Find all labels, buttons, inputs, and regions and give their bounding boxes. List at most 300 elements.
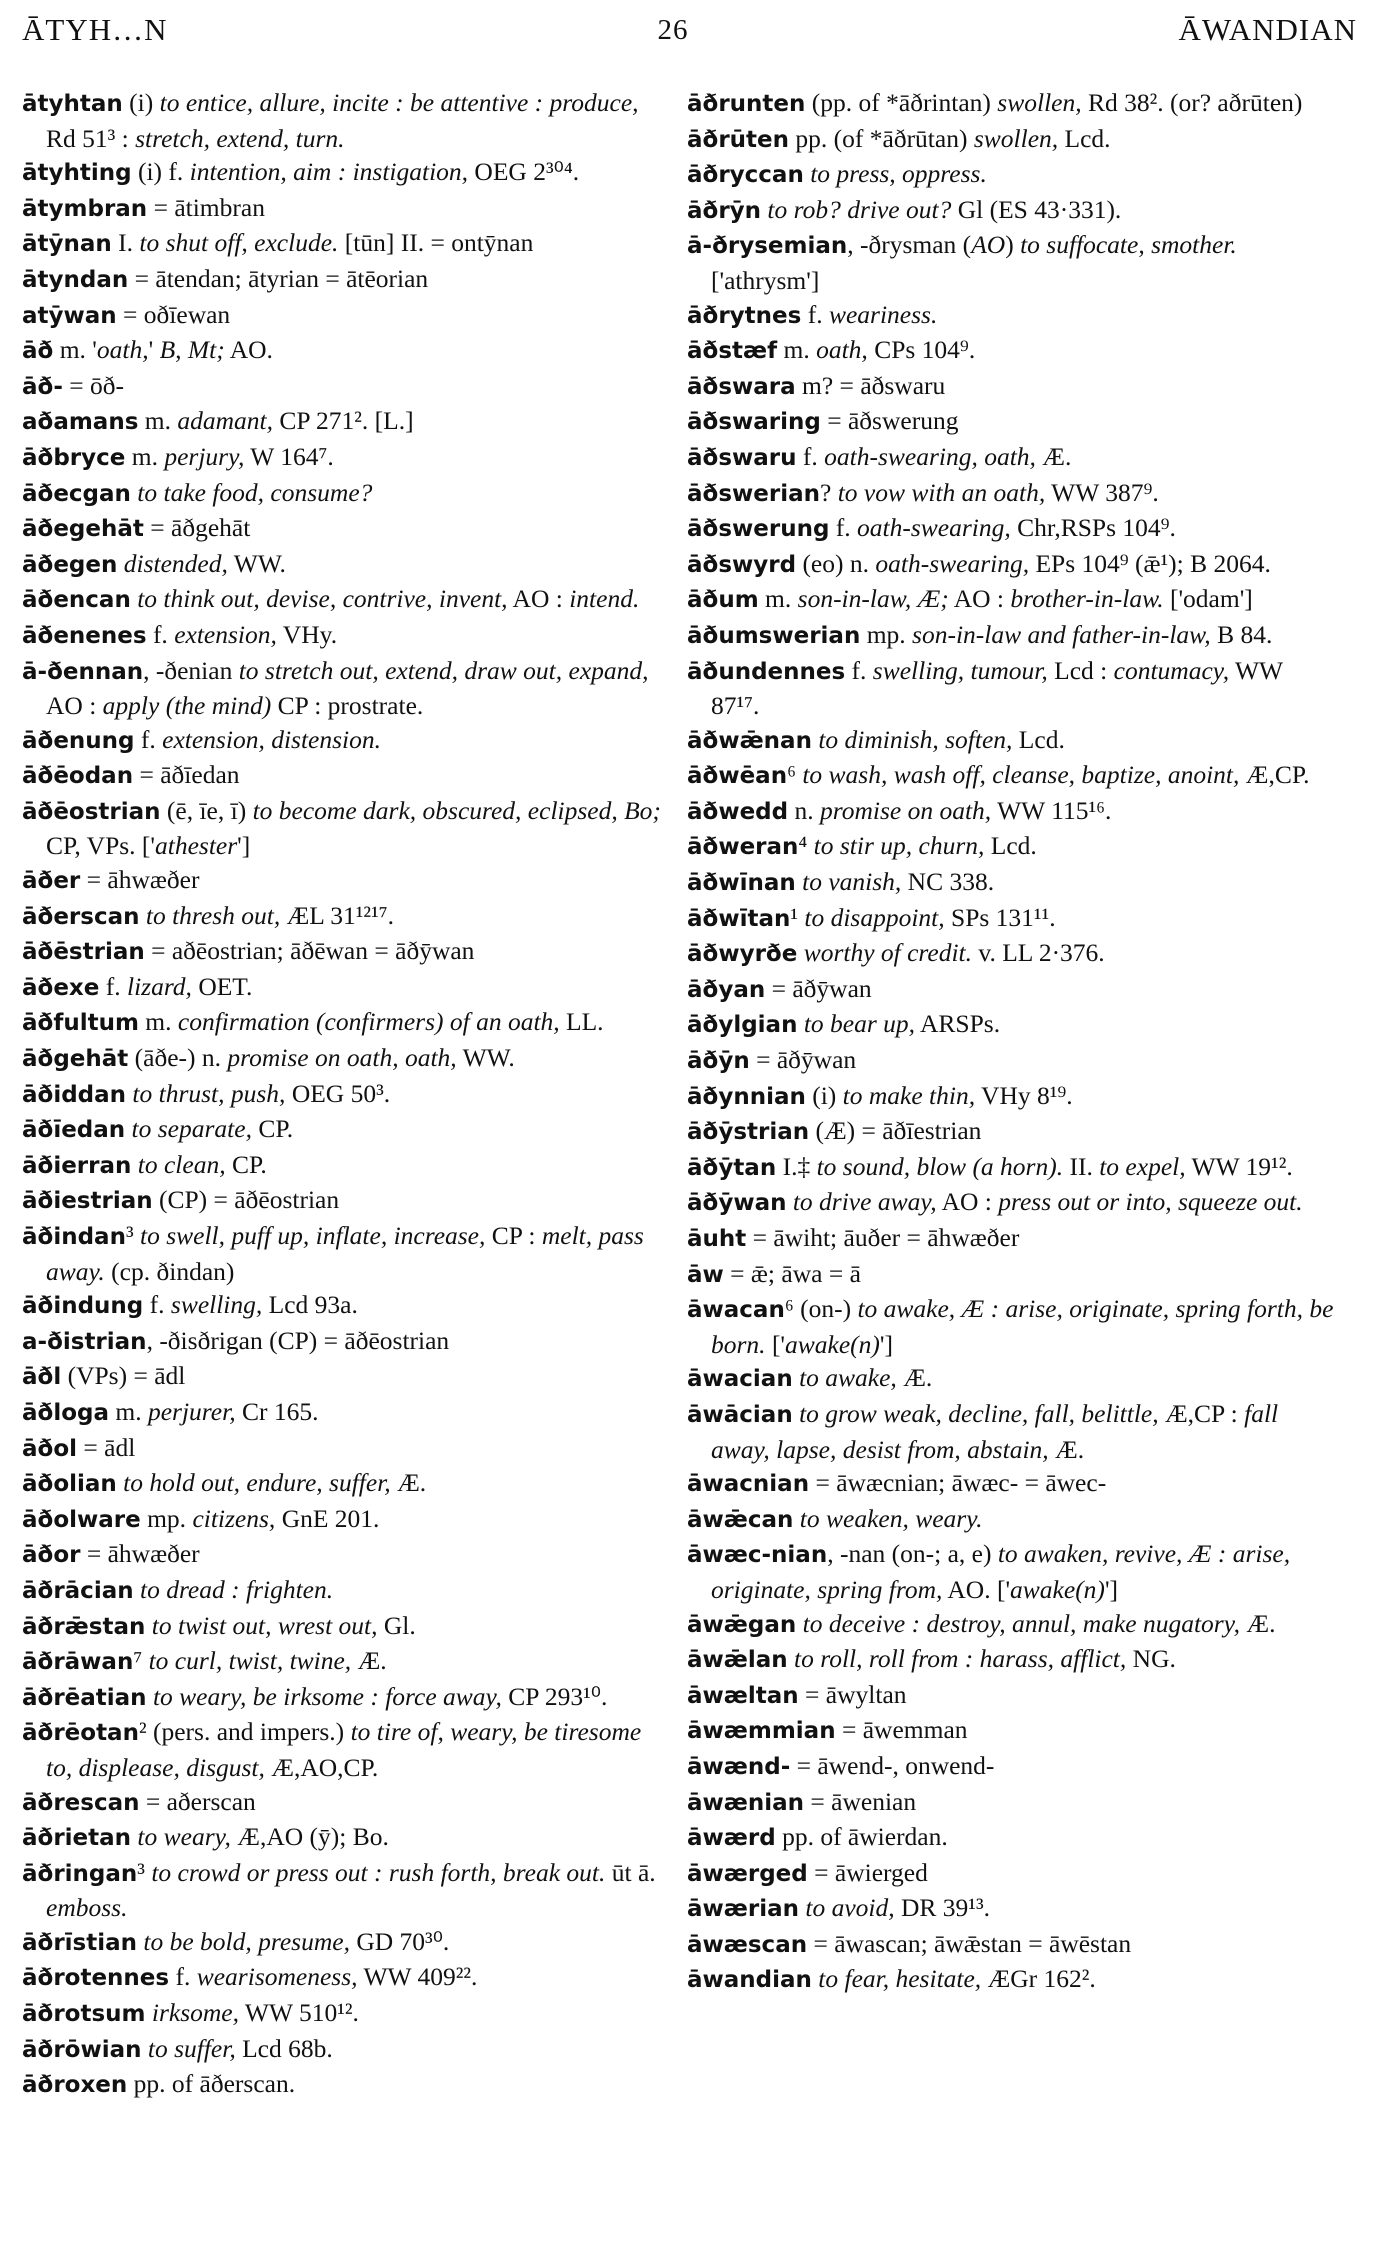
headword: āðegehāt [22,516,144,543]
headword: āwǣlan [687,1647,788,1674]
dictionary-entry [687,582,1337,618]
entry-grammar: mp. [860,619,913,649]
entry-source: SPs 131¹¹. [944,902,1056,932]
entry-definition: to dread : frighten. [139,1574,334,1604]
dictionary-entry [687,1150,1337,1186]
entry-source: Lcd. [1058,123,1111,153]
entry-definition: adamant, [177,406,273,436]
entry-source: NC 338. [901,867,995,897]
entry-source: Æ. [390,1468,427,1498]
entry-source-extra: CP : prostrate. [271,691,424,721]
headword: āðrīstian [22,1929,138,1956]
dictionary-entry [687,1361,1337,1397]
entry-definition: oath-swearing, oath, [824,441,1036,471]
headword: āðrotennes [22,1965,170,1992]
entry-grammar: (Æ) = āðīestrian [809,1116,982,1146]
entry-grammar: m? = āðswaru [795,370,946,400]
headword: āðrēatian [22,1684,147,1711]
headword: āðswaru [687,444,797,471]
right-column [687,86,1337,1998]
dictionary-entry [687,1891,1337,1927]
entry-definition: lizard, [126,971,192,1001]
dictionary-entry [22,863,672,899]
dictionary-entry [22,1537,672,1573]
headword: āðȳn [687,1048,750,1075]
headword: āðȳwan [687,1190,787,1217]
dictionary-entry [687,1466,1337,1502]
entry-grammar: , -nan (on-; a, e) [827,1539,998,1569]
entry-source: ūt ā. [605,1857,656,1887]
headword: aðamans [22,409,139,436]
dictionary-entry [687,901,1337,937]
dictionary-entry [687,511,1337,547]
entry-grammar: (ē, īe, ī) [160,795,253,825]
entry-source: LL. [559,1007,604,1037]
entry-source: āwǣstan = āwēstan [934,1928,1132,1958]
entry-source: Rd 51³ : [46,123,136,153]
entry-source-extra: Æ. [1048,1434,1085,1464]
dictionary-entry [22,155,672,191]
dictionary-entry [22,191,672,227]
entry-definition-extra: stretch, extend, turn. [135,123,345,153]
entry-grammar: ⁷ [133,1646,149,1676]
entry-definition-extra: press out or into, squeeze out. [998,1187,1303,1217]
entry-source: Lcd. [984,831,1037,861]
entry-grammar: m. [109,1396,148,1426]
entry-source: ARSPs. [915,1009,1001,1039]
entry-source: WW 510¹². [238,1998,359,2028]
dictionary-entry [687,298,1337,334]
dictionary-entry [22,2032,672,2068]
dictionary-entry [687,829,1337,865]
headword: āðringan [22,1860,138,1887]
entry-grammar: , -ðisðrigan (CP) = āðēostrian [146,1325,450,1355]
entry-source: Æ,AO (ȳ); Bo. [230,1822,389,1852]
entry-grammar: ? [819,477,838,507]
headword: āðolware [22,1506,141,1533]
entry-source: Lcd : [1047,655,1114,685]
entry-grammar: m. [125,441,165,471]
entry-grammar: m. [138,1007,178,1037]
entry-grammar: = āðgehāt [143,513,251,543]
entry-source: CP : [485,1221,542,1250]
dictionary-entry [22,1680,672,1716]
entry-definition: to grow weak, decline, fall, belittle, [799,1398,1159,1428]
headword: āðexe [22,974,100,1001]
entry-grammar: m. [777,335,817,365]
headword: āðl [22,1364,62,1391]
headword: āðynnian [687,1083,806,1110]
headword: ā-ðrysemian [687,233,848,260]
dictionary-entry [22,1785,672,1821]
headword: ātymbran [22,195,148,222]
header-right-guideword: ĀWANDIAN [1178,12,1357,47]
headword: āðenung [22,727,135,754]
entry-grammar: = āðȳwan [749,1045,857,1075]
headword: āwācian [687,1401,793,1428]
entry-definition: promise on oath, oath, [227,1043,457,1073]
entry-grammar: f. [146,619,175,649]
headword: āðecgan [22,480,131,507]
entry-definition: to weaken, weary. [799,1503,983,1533]
headword: āð [22,338,54,365]
dictionary-entry [22,1715,672,1784]
entry-source: Lcd 93a. [262,1290,358,1320]
entry-grammar: f. [134,724,163,754]
headword: āðwǣnan [687,727,812,754]
entry-grammar: = āhwæðer [80,1539,200,1569]
entry-source-extra: '] [237,831,251,861]
entry-source: Æ,CP : [1158,1398,1245,1428]
entry-source: GnE 201. [275,1503,380,1533]
dictionary-entry [22,1288,672,1324]
dictionary-entry [687,476,1337,512]
entry-source: VHy. [276,619,338,649]
entry-definition: to rob? drive out? [767,194,952,224]
headword: āw [687,1261,724,1288]
entry-definition: extension, distension. [162,724,381,754]
entry-grammar: (eo) n. [796,548,876,578]
headword: āðrōwian [22,2036,142,2063]
headword: āðrietan [22,1825,132,1852]
entry-definition: to become dark, obscured, eclipsed, Bo; [252,795,661,825]
entry-definition: to weary, [137,1822,231,1852]
entry-source: AO : [46,691,103,721]
dictionary-entry [22,1502,672,1538]
dictionary-entry [687,1221,1337,1257]
entry-source: OET. [191,971,253,1001]
page-number: 26 [657,13,689,46]
dictionary-entry [22,1219,672,1288]
entry-definition: to drive away, [792,1187,937,1217]
entry-grammar: (pp. of *āðrintan) [805,88,998,117]
entry-source: GD 70³⁰. [349,1926,450,1956]
headword: āðrǣstan [22,1613,146,1640]
entry-definition-extra: awake(n) [1010,1574,1105,1604]
dictionary-entry [22,1041,672,1077]
entry-definition: to disappoint, [804,902,945,932]
entry-grammar: = āwierged [807,1857,928,1887]
entry-source: WW 387⁹. [1045,477,1159,507]
headword: āðswerung [687,516,830,543]
entry-definition: to make thin, [842,1080,976,1110]
headword: āwæmmian [687,1718,836,1745]
dictionary-entry [22,758,672,794]
headword: āðenenes [22,622,147,649]
entry-definition-extra: emboss. [46,1893,128,1923]
entry-definition: to thrust, push, [132,1078,286,1108]
entry-definition: to tire of, weary, be tiresome to, displease, disgust, [46,1717,642,1782]
entry-grammar: m. [758,584,798,614]
entry-grammar: = āwascan; [807,1928,935,1958]
entry-source-extra: WW 87¹⁷. [711,655,1283,721]
entry-grammar: = ǣ; [723,1258,782,1288]
entry-definition: to avoid, [805,1893,895,1923]
entry-source: W 164⁷. [244,441,334,471]
dictionary-entry [22,1077,672,1113]
entry-source: Æ,CP. [1239,760,1310,790]
entry-grammar: pp. (of *āðrūtan) [789,123,974,153]
entry-grammar: (āðe-) n. [128,1043,228,1073]
entry-grammar: = aðēostrian; [144,936,291,966]
entry-source: ÆL 31¹²¹⁷. [280,900,394,930]
dictionary-entry [687,1292,1337,1361]
dictionary-entry [22,1112,672,1148]
headword: āwandian [687,1967,812,1994]
headword: āðrācian [22,1577,134,1604]
headword: āðȳstrian [687,1119,810,1146]
headword: āðroxen [22,2072,128,2099]
headword: āðyan [687,976,766,1003]
headword: āðindung [22,1293,144,1320]
headword: āðiestrian [22,1188,153,1215]
entry-grammar: pp. of āwierdan. [775,1822,948,1852]
entry-definition: to clean, [137,1149,226,1179]
dictionary-entry [687,440,1337,476]
dictionary-entry [22,1466,672,1502]
entry-definition: citizens, [192,1503,276,1533]
running-header [22,10,1357,50]
entry-grammar: I.‡ [776,1151,817,1181]
entry-definition: AO [971,230,1006,260]
entry-definition: to awake, Æ : arise, originate, spring forth, be born. [711,1294,1334,1359]
dictionary-entry [687,1397,1337,1466]
entry-definition: son-in-law, Æ; [797,584,949,614]
headword: āðolian [22,1471,117,1498]
entry-source: ātyrian = ātēorian [248,263,429,293]
entry-source: CP. [225,1149,267,1179]
headword: āðumswerian [687,622,861,649]
dictionary-entry [687,1537,1337,1606]
entry-grammar: = ōð- [62,370,124,400]
entry-grammar: , -ðenian [143,655,239,685]
entry-source: Gl. [377,1610,416,1640]
dictionary-entry [687,1927,1337,1963]
entry-source: OEG 2³⁰⁴. [468,157,580,187]
dictionary-entry [22,1820,672,1856]
dictionary-entry [22,1856,672,1925]
entry-definition: son-in-law and father-in-law, [912,619,1211,649]
entry-definition: intention, aim : instigation, [189,157,469,187]
entry-source-extra: '] [879,1329,894,1359]
headword: āðierran [22,1152,132,1179]
entry-grammar: , -ðrysman ( [847,230,972,260]
entry-definition: wearisomeness, [196,1962,358,1992]
entry-definition: oath, [816,335,868,365]
entry-source: CP 293¹⁰. [501,1681,608,1711]
entry-grammar: = oðīewan [116,299,231,329]
entry-definition-extra: contumacy, [1113,655,1230,685]
headword: āwænian [687,1789,805,1816]
entry-source: EPs 104⁹ (ǣ¹); B 2064. [1029,548,1271,578]
entry-grammar: = āhwæðer [80,865,200,895]
dictionary-entry [22,1644,672,1680]
entry-source: CP 271². [L.] [273,406,414,436]
entry-source: AO : [936,1187,999,1217]
entry-source: Lcd. [1012,724,1065,754]
entry-grammar: f. [801,299,829,329]
entry-definition: confirmation (confirmers) of an oath, [177,1007,560,1037]
dictionary-entry [22,511,672,547]
entry-definition: extension, [174,619,277,649]
headword: āðum [687,587,759,614]
entry-grammar: (CP) = āðēostrian [152,1185,340,1215]
dictionary-entry [687,1785,1337,1821]
entry-definition: oath-swearing, [875,548,1030,578]
headword: āðfultum [22,1010,139,1037]
entry-definition: to roll, roll from : harass, afflict, [794,1644,1127,1674]
dictionary-entry [687,1502,1337,1538]
dictionary-entry [687,723,1337,759]
entry-definition-extra: intend. [569,584,640,614]
entry-source: II. [1063,1151,1100,1181]
dictionary-entry [687,193,1337,229]
dictionary-entry [687,369,1337,405]
entry-definition: to fear, hesitate, [818,1964,982,1994]
dictionary-entry [687,157,1337,193]
entry-definition: to sound, blow (a horn). [816,1151,1064,1181]
entry-grammar: (VPs) = ādl [61,1361,186,1391]
headword: āðol [22,1435,78,1462]
dictionary-entry [22,333,672,369]
entry-definition: worthy of credit. [803,938,973,968]
entry-definition: oath-swearing, [857,513,1011,543]
entry-definition: to weary, be irksome : force away, [152,1681,502,1711]
entry-definition: to wash, wash off, cleanse, baptize, anoint, [802,760,1240,790]
entry-definition: to vanish, [802,867,902,897]
entry-definition-extra: athester [155,831,238,861]
entry-grammar: = ātimbran [147,192,265,222]
entry-definition: to awaken, revive, Æ : arise, originate, spring from, [711,1539,1291,1604]
headword: āðwyrðe [687,941,798,968]
entry-grammar: f. [169,1962,197,1992]
entry-definition-extra: melt, pass away. [46,1221,644,1286]
dictionary-entry [22,1996,672,2032]
dictionary-entry [22,1960,672,1996]
entry-source: āuðer = āhwæðer [843,1223,1020,1252]
dictionary-entry [22,86,672,155]
entry-grammar: pp. of āðerscan. [127,2069,296,2099]
dictionary-entry [687,86,1337,122]
dictionary-entry [687,1749,1337,1785]
dictionary-entry [22,794,672,863]
headword: ātyhtan [22,91,123,117]
dictionary-entry [22,723,672,759]
headword: āwacnian [687,1471,810,1498]
dictionary-entry [687,758,1337,794]
entry-source: CP, VPs. [' [46,831,156,861]
entry-definition-extra: to suffocate, smother. [1020,230,1237,260]
entry-definition: to entice, allure, incite : be attentive : produce, [159,88,639,117]
entry-definition: to vow with an oath, [837,477,1046,507]
entry-source-extra: ['athrysm'] [711,265,820,295]
header-left-guideword: ĀTYH…N [22,12,168,47]
entry-grammar: m. [138,406,178,436]
left-column [22,86,672,2103]
dictionary-entry [687,618,1337,654]
entry-grammar: f. [845,655,873,685]
headword: ātyhting [22,160,132,187]
dictionary-entry [22,440,672,476]
entry-grammar: f. [99,971,127,1001]
headword: āðryccan [687,162,804,189]
entry-definition: to swell, puff up, inflate, increase, [139,1221,486,1250]
dictionary-entry [687,936,1337,972]
entry-definition: to awake, [799,1363,897,1393]
dictionary-entry [22,1324,672,1360]
dictionary-entry [22,262,672,298]
entry-grammar: = āwend-, onwend- [790,1750,995,1780]
headword: āðundennes [687,658,846,685]
entry-source: Lcd 68b. [235,2033,333,2063]
entry-source: WW. [456,1043,515,1073]
headword: āðswaring [687,409,821,436]
entry-source: B 84. [1210,619,1273,649]
headword: āðstæf [687,338,778,365]
entry-definition-extra: brother-in-law. [1010,584,1164,614]
entry-definition: to think out, devise, contrive, invent, [137,584,508,614]
entry-grammar: ² (pers. and impers.) [138,1717,351,1747]
entry-source: CP. [251,1114,294,1144]
entry-grammar: ⁶ [787,760,803,790]
entry-grammar: (i) [805,1080,843,1110]
dictionary-entry [687,122,1337,158]
dictionary-entry [22,582,672,618]
entry-definition: to press, oppress. [810,159,987,189]
entry-source: AO. [' [942,1574,1011,1604]
entry-definition: perjurer, [147,1396,236,1426]
headword: āðwīnan [687,870,796,897]
entry-definition-extra: awake(n) [785,1329,880,1359]
dictionary-entry [687,1642,1337,1678]
entry-definition: to twist out, wrest out, [151,1610,378,1640]
headword: āðrytnes [687,302,802,329]
dictionary-entry [687,794,1337,830]
headword: āwacian [687,1366,793,1393]
dictionary-entry [22,1431,672,1467]
dictionary-entry [687,1713,1337,1749]
entry-definition-extra: fall away, lapse, desist from, abstain, [711,1398,1279,1464]
entry-definition-extra: apply (the mind) [102,691,272,721]
entry-grammar: ³ [137,1857,152,1887]
entry-definition: to be bold, presume, [143,1926,350,1956]
headword: āwǣgan [687,1611,797,1638]
dictionary-entry [687,1079,1337,1115]
entry-grammar: = āwyltan [798,1679,907,1709]
headword: āðēodan [22,763,134,790]
entry-source-extra: '] [1104,1574,1119,1604]
dictionary-entry [687,865,1337,901]
dictionary-entry [687,1856,1337,1892]
headword: āðegen [22,551,118,578]
entry-definition: to stir up, churn, [813,831,985,861]
entry-grammar: f. [143,1290,171,1320]
headword: āðiddan [22,1081,127,1108]
entry-source: ) [1005,230,1021,260]
headword: āðor [22,1542,81,1569]
entry-source: NG. [1126,1644,1176,1674]
entry-source: Æ. [1240,1608,1276,1638]
dictionary-entry [687,547,1337,583]
entry-definition: to thresh out, [145,900,281,930]
entry-definition: distended, [123,548,228,578]
entry-source: v. LL 2·376. [972,938,1105,968]
headword: āðrȳn [687,197,762,224]
headword: āðindan [22,1224,126,1250]
entry-definition: to suffer, [147,2033,236,2063]
dictionary-entry [687,1043,1337,1079]
entry-source: Chr,RSPs 104⁹. [1010,513,1176,543]
